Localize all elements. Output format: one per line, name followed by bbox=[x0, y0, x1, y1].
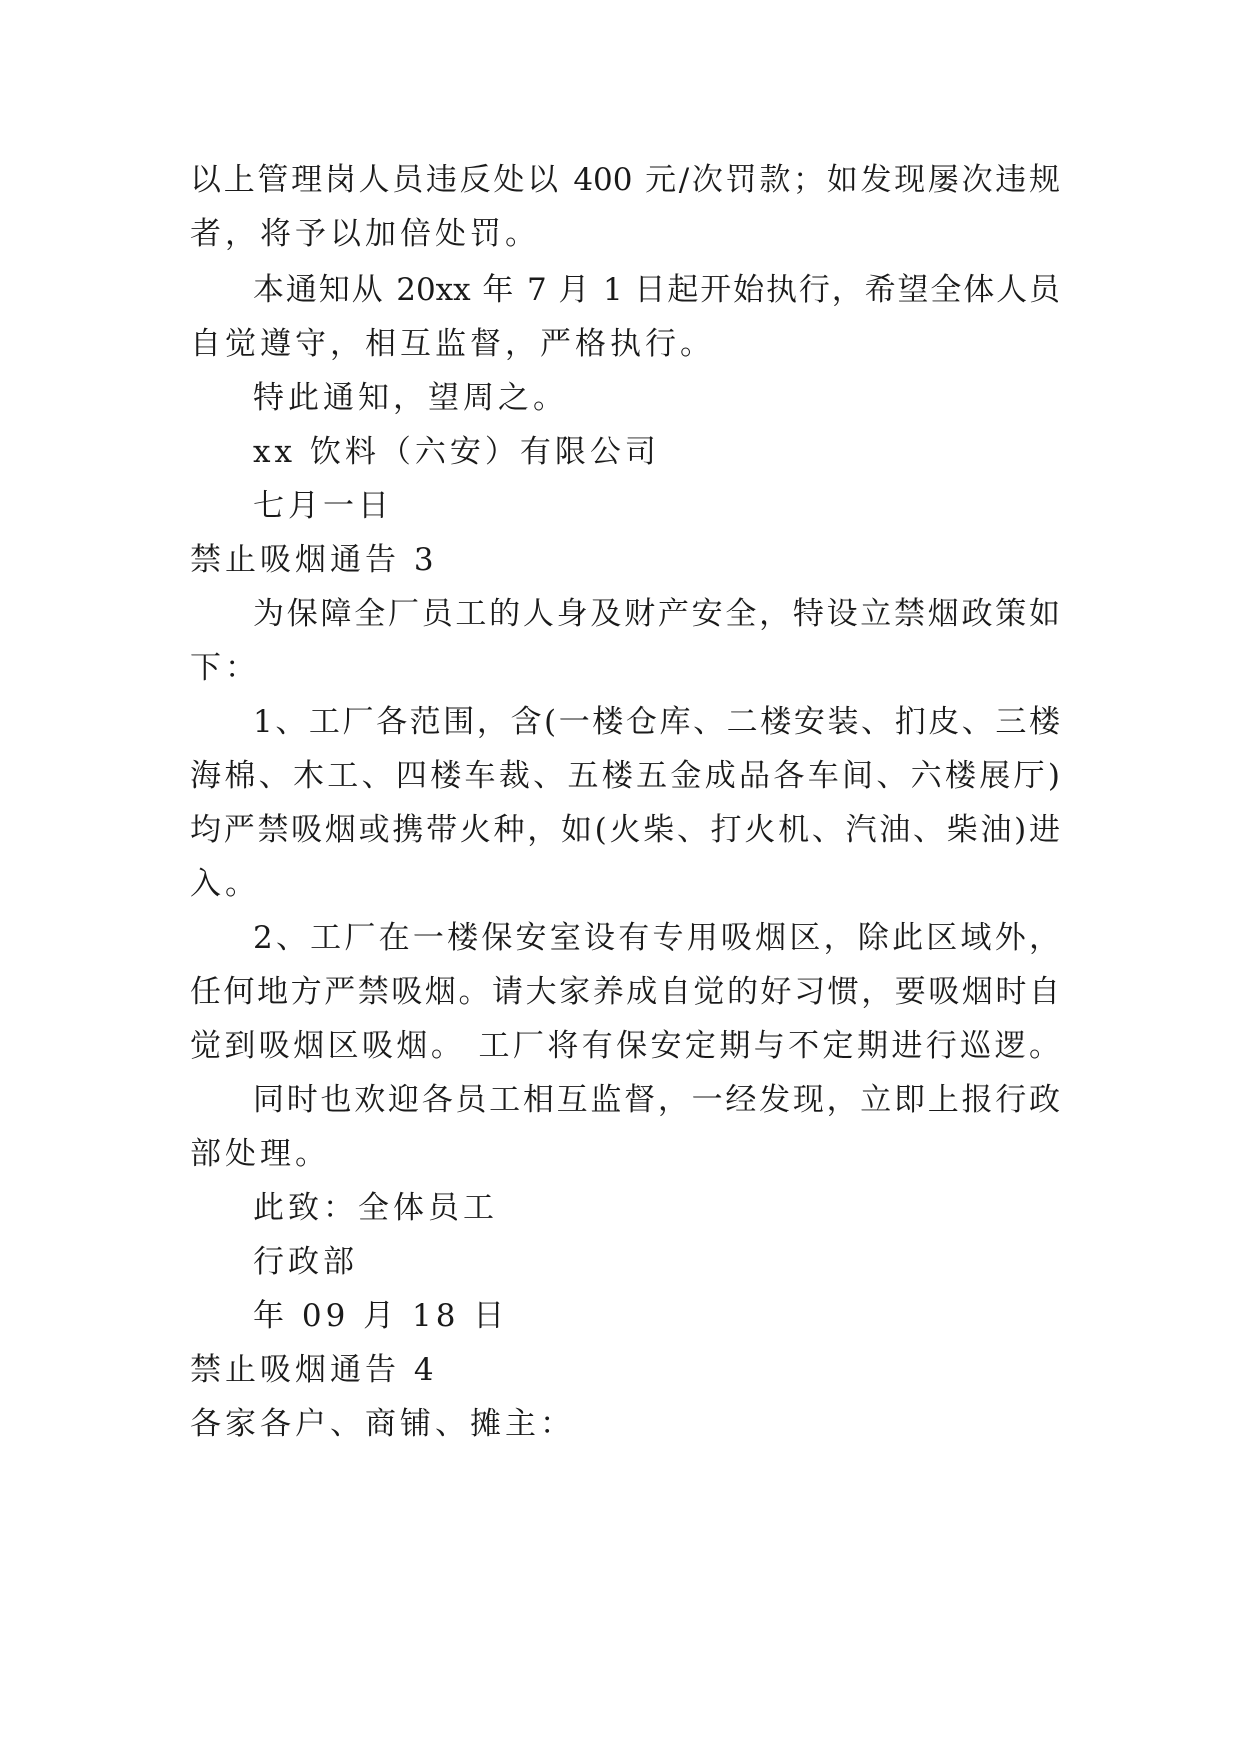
department-name: 行政部 bbox=[253, 1244, 358, 1280]
text-line: 2、工厂在一楼保安室设有专用吸烟区，除此区域外， bbox=[253, 920, 1060, 956]
text-line: 各家各户、商铺、摊主： bbox=[190, 1406, 575, 1442]
company-name: xx 饮料（六安）有限公司 bbox=[253, 434, 660, 470]
salutation: 此致：全体员工 bbox=[253, 1190, 498, 1226]
text-line: 本通知从 20xx 年 7 月 1 日起开始执行，希望全体人员 bbox=[253, 272, 1060, 308]
text-line: 以上管理岗人员违反处以 400 元/次罚款；如发现屡次违规 bbox=[190, 162, 1060, 198]
date-line: 七月一日 bbox=[253, 488, 393, 524]
date-line: 年 09 月 18 日 bbox=[253, 1298, 509, 1334]
text-line: 均严禁吸烟或携带火种，如(火柴、打火机、汽油、柴油)进 bbox=[190, 812, 1060, 848]
text-line: 入。 bbox=[190, 866, 260, 902]
text-line: 海棉、木工、四楼车裁、五楼五金成品各车间、六楼展厅) bbox=[190, 758, 1060, 794]
text-line: 任何地方严禁吸烟。请大家养成自觉的好习惯，要吸烟时自 bbox=[190, 974, 1060, 1010]
text-line: 同时也欢迎各员工相互监督，一经发现，立即上报行政 bbox=[253, 1082, 1060, 1118]
section-heading: 禁止吸烟通告 4 bbox=[190, 1352, 438, 1388]
text-line: 觉到吸烟区吸烟。 工厂将有保安定期与不定期进行巡逻。 bbox=[190, 1028, 1060, 1064]
text-line: 为保障全厂员工的人身及财产安全，特设立禁烟政策如 bbox=[253, 596, 1060, 632]
text-line: 者，将予以加倍处罚。 bbox=[190, 216, 540, 252]
text-line: 下： bbox=[190, 650, 260, 686]
text-line: 部处理。 bbox=[190, 1136, 330, 1172]
text-line: 特此通知，望周之。 bbox=[253, 380, 568, 416]
section-heading: 禁止吸烟通告 3 bbox=[190, 542, 438, 578]
text-line: 1、工厂各范围，含(一楼仓库、二楼安装、扪皮、三楼 bbox=[253, 704, 1060, 740]
text-line: 自觉遵守，相互监督，严格执行。 bbox=[190, 326, 715, 362]
